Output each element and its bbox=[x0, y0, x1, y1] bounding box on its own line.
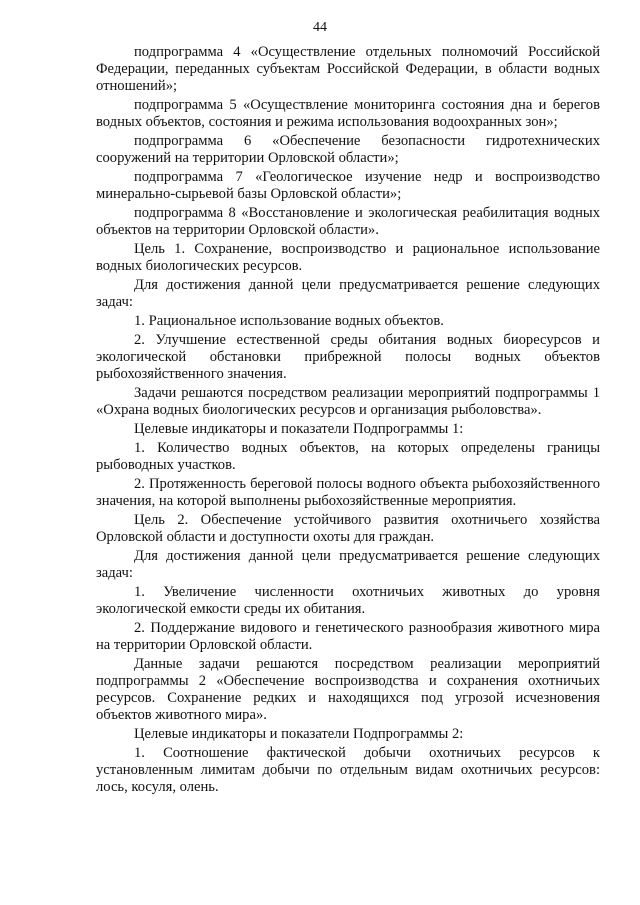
paragraph-indicator-1-1: 1. Количество водных объектов, на которых определены границы рыбоводных участков. bbox=[96, 440, 600, 473]
paragraph-indicators-2-heading: Целевые индикаторы и показатели Подпрограммы 2: bbox=[134, 726, 464, 742]
paragraph-goal-2-tasks-intro: Для достижения данной цели предусматривается решение следующих задач: bbox=[96, 548, 600, 581]
paragraph-subprogram-6: подпрограмма 6 «Обеспечение безопасности гидротехнических сооружений на территории Орловской области»; bbox=[96, 133, 600, 166]
paragraph-goal-2-task-1: 1. Увеличение численности охотничьих животных до уровня экологической емкости среды их обитания. bbox=[96, 584, 600, 617]
paragraph-subprogram-8: подпрограмма 8 «Восстановление и экологическая реабилитация водных объектов на территории Орловской области». bbox=[96, 205, 600, 238]
paragraph-goal-2-implementation: Данные задачи решаются посредством реализации мероприятий подпрограммы 2 «Обеспечение воспроизводства и сохранения охотничьих ресурсов. Сохранение редких и находящихся под угрозой исчезновения объектов животного мира». bbox=[96, 656, 600, 723]
paragraph-goal-1: Цель 1. Сохранение, воспроизводство и рациональное использование водных биологических ресурсов. bbox=[96, 241, 600, 274]
document-body bbox=[96, 44, 600, 798]
paragraph-goal-2: Цель 2. Обеспечение устойчивого развития охотничьего хозяйства Орловской области и доступности охоты для граждан. bbox=[96, 512, 600, 545]
paragraph-indicators-1-heading: Целевые индикаторы и показатели Подпрограммы 1: bbox=[134, 421, 464, 437]
paragraph-goal-1-task-2: 2. Улучшение естественной среды обитания водных биоресурсов и экологической обстановки прибрежной полосы водных объектов рыбохозяйственного значения. bbox=[96, 332, 600, 382]
page-number: 44 bbox=[313, 20, 327, 35]
paragraph-goal-1-tasks-intro: Для достижения данной цели предусматривается решение следующих задач: bbox=[96, 277, 600, 310]
paragraph-goal-1-implementation: Задачи решаются посредством реализации мероприятий подпрограммы 1 «Охрана водных биологических ресурсов и организация рыболовства». bbox=[96, 385, 600, 418]
paragraph-subprogram-4: подпрограмма 4 «Осуществление отдельных полномочий Российской Федерации, переданных субъектам Российской Федерации, в области водных отношений»; bbox=[96, 44, 600, 94]
paragraph-goal-1-task-1: 1. Рациональное использование водных объектов. bbox=[134, 313, 444, 329]
paragraph-indicator-1-2: 2. Протяженность береговой полосы водного объекта рыбохозяйственного значения, на которой выполнены рыбохозяйственные мероприятия. bbox=[96, 476, 600, 509]
paragraph-subprogram-5: подпрограмма 5 «Осуществление мониторинга состояния дна и берегов водных объектов, состояния и режима использования водоохранных зон»; bbox=[96, 97, 600, 130]
paragraph-subprogram-7: подпрограмма 7 «Геологическое изучение недр и воспроизводство минерально-сырьевой базы Орловской области»; bbox=[96, 169, 600, 202]
paragraph-indicator-2-1: 1. Соотношение фактической добычи охотничьих ресурсов к установленным лимитам добычи по отдельным видам охотничьих ресурсов: лось, косуля, олень. bbox=[96, 745, 600, 795]
paragraph-goal-2-task-2: 2. Поддержание видового и генетического разнообразия животного мира на территории Орловской области. bbox=[96, 620, 600, 653]
